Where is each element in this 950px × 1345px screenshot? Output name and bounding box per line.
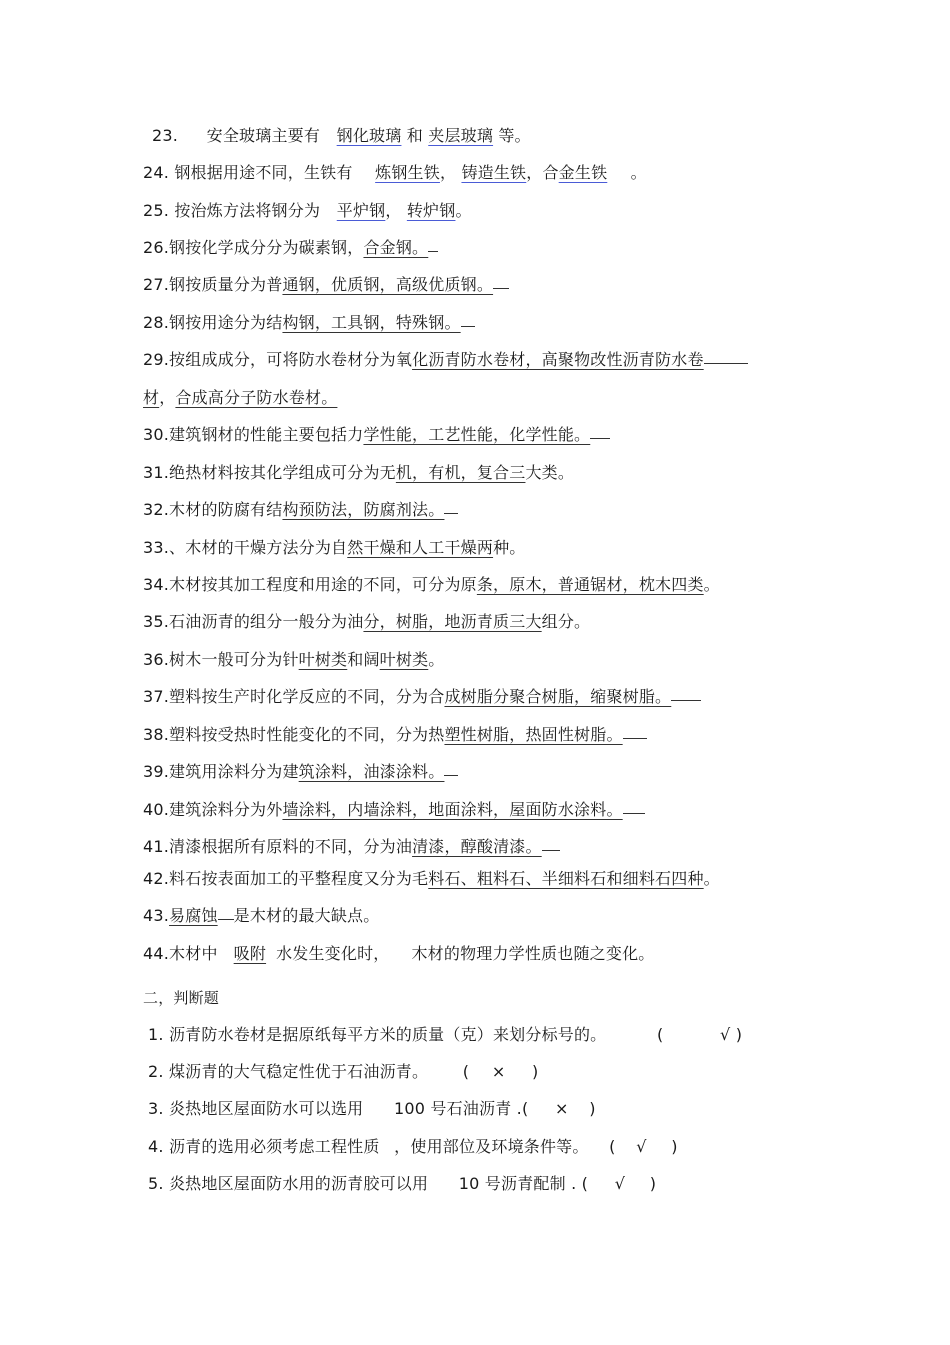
answer-blank: 合金钢。: [363, 238, 429, 257]
answer-mark: ×: [491, 1062, 506, 1081]
answer-blank: 构预防法，防腐剂法。: [282, 500, 445, 519]
answer-blank: 平炉钢: [336, 201, 386, 220]
question-23: [152, 121, 531, 151]
question-text: 木材按其加工程度和用途的不同，可分为原: [169, 575, 477, 594]
question-text: 、木材的干燥方法分为自: [169, 538, 348, 557]
question-30: [143, 420, 610, 450]
answer-blank: 吸附: [233, 944, 267, 963]
blank-line: [493, 270, 509, 289]
question-43: [143, 901, 379, 931]
question-text: 建筑用涂料分为建: [169, 762, 299, 781]
judgment-item-5: [148, 1169, 656, 1199]
question-number: 35.: [143, 612, 170, 631]
answer-blank: 条，原木，普通锯材，枕木四类: [476, 575, 704, 594]
question-text: 塑料按生产时化学反应的不同，分为合: [169, 687, 445, 706]
question-32: [143, 495, 458, 525]
question-31: [143, 458, 574, 488]
question-text: 。: [630, 163, 647, 182]
judgment-text: 沥青防水卷材是据原纸每平方米的质量（克）来划分标号的。: [168, 1025, 607, 1044]
answer-blank: 铸造生铁: [461, 163, 527, 182]
question-text: 。: [703, 575, 720, 594]
judgment-text: ，使用部位及环境条件等。: [394, 1137, 589, 1156]
blank-line: [704, 345, 748, 364]
bracket-open: (: [656, 1025, 664, 1044]
judgment-number: 3.: [148, 1099, 164, 1118]
question-number: 27.: [143, 275, 170, 294]
question-text: 建筑钢材的性能主要包括力: [169, 425, 364, 444]
question-35: [143, 607, 590, 637]
question-29-continued: [143, 383, 337, 413]
answer-blank: 料石、粗料石、半细料石和细料石四种: [428, 869, 704, 888]
answer-blank: 分，树脂，地沥青质三大: [363, 612, 542, 631]
question-text: 种。: [493, 538, 526, 557]
question-25: [143, 196, 472, 226]
question-44: [143, 939, 654, 969]
blank-line: [623, 795, 645, 814]
question-text: 安全玻璃主要有: [206, 126, 321, 145]
question-number: 30.: [143, 425, 170, 444]
judgment-item-4: [148, 1132, 678, 1162]
answer-blank: 成树脂分聚合树脂，缩聚树脂。: [444, 687, 672, 706]
question-24: [143, 158, 647, 188]
answer-blank: 筑涂料，油漆涂料。: [298, 762, 445, 781]
answer-blank: 通钢，优质钢，高级优质钢。: [282, 275, 494, 294]
judgment-text: 炎热地区屋面防水用的沥青胶可以用: [168, 1174, 429, 1193]
answer-mark: √: [614, 1174, 626, 1193]
blank-line: [590, 420, 610, 439]
question-37: [143, 682, 701, 712]
judgment-text: 100 号石油沥青 .(: [393, 1099, 529, 1118]
answer-blank: 机，有机，复合三: [395, 463, 526, 482]
question-text: 钢按用途分为结: [169, 313, 283, 332]
question-38: [143, 720, 647, 750]
judgment-text: 10 号沥青配制 . (: [458, 1174, 589, 1193]
answer-blank: 然干燥和人工干燥两: [347, 538, 494, 557]
answer-mark: √: [636, 1137, 647, 1156]
blank-line: [444, 757, 458, 776]
answer-blank: 化沥青防水卷材，高聚物改性沥青防水卷: [412, 350, 704, 369]
question-text: 建筑涂料分为外: [169, 800, 283, 819]
question-number: 23.: [152, 126, 179, 145]
question-number: 29.: [143, 350, 170, 369]
judgment-number: 5.: [148, 1174, 164, 1193]
question-number: 44.: [143, 944, 170, 963]
question-number: 26.: [143, 238, 170, 257]
judgment-item-1: [148, 1020, 742, 1050]
answer-blank: 叶树类: [379, 650, 429, 669]
question-42: [143, 864, 720, 894]
question-text: 清漆根据所有原料的不同，分为油: [169, 837, 413, 856]
blank-line: [461, 308, 475, 327]
blank-line: [671, 682, 701, 701]
judgment-text: 沥青的选用必须考虑工程性质: [168, 1137, 380, 1156]
question-number: 32.: [143, 500, 170, 519]
blank-line: [542, 832, 560, 851]
bracket-close: ): [649, 1174, 657, 1193]
question-text: 塑料按受热时性能变化的不同，分为热: [169, 725, 445, 744]
question-text: 钢按化学成分分为碳素钢，: [169, 238, 364, 257]
answer-blank: 墙涂料，内墙涂料，地面涂料，屋面防水涂料。: [282, 800, 623, 819]
question-text: 大类。: [525, 463, 575, 482]
question-number: 39.: [143, 762, 170, 781]
answer-blank: 易腐蚀: [169, 906, 218, 925]
answer-blank: 学性能，工艺性能，化学性能。: [363, 425, 591, 444]
question-text: 。: [428, 650, 445, 669]
separator: ，: [439, 163, 457, 182]
answer-blank: 构钢，工具钢，特殊钢。: [282, 313, 461, 332]
blank-line: [444, 495, 458, 514]
bracket-close: ): [671, 1137, 678, 1156]
question-number: 37.: [143, 687, 170, 706]
question-text: 合: [542, 163, 559, 182]
answer-blank: 叶树类: [298, 650, 348, 669]
question-number: 36.: [143, 650, 170, 669]
question-text: 和: [406, 126, 423, 145]
separator: ，: [385, 201, 402, 220]
judgment-number: 4.: [148, 1137, 164, 1156]
question-number: 40.: [143, 800, 170, 819]
answer-blank: 材: [143, 388, 160, 407]
bracket-open: (: [609, 1137, 616, 1156]
question-33: [143, 533, 525, 563]
question-text: 木材的物理力学性质也随之变化。: [411, 944, 655, 963]
question-text: 等。: [498, 126, 531, 145]
blank-line: [623, 720, 647, 739]
blank-line: [218, 901, 234, 920]
question-text: 料石按表面加工的平整程度又分为毛: [169, 869, 429, 888]
question-text: 钢根据用途不同，生铁有: [174, 163, 353, 182]
question-number: 24.: [143, 163, 170, 182]
question-text: 。: [703, 869, 720, 888]
question-28: [143, 308, 475, 338]
answer-blank: 塑性树脂，热固性树脂。: [444, 725, 623, 744]
question-41: [143, 832, 560, 862]
question-34: [143, 570, 720, 600]
question-number: 38.: [143, 725, 170, 744]
judgment-text: 炎热地区屋面防水可以选用: [168, 1099, 364, 1118]
separator: ，: [159, 388, 176, 407]
judgment-number: 1.: [148, 1025, 164, 1044]
question-40: [143, 795, 645, 825]
question-text: 钢按质量分为普: [169, 275, 283, 294]
question-27: [143, 270, 509, 300]
question-text: 水发生变化时，: [276, 944, 390, 963]
judgment-item-2: [148, 1057, 538, 1087]
question-number: 42.: [143, 869, 170, 888]
blank-line: [428, 233, 438, 252]
question-text: 和阔: [347, 650, 380, 669]
section-title: 二，判断题: [143, 989, 220, 1007]
question-text: 树木一般可分为针: [169, 650, 299, 669]
answer-blank: 转炉钢: [406, 201, 456, 220]
question-number: 28.: [143, 313, 170, 332]
answer-blank: 清漆，醇酸清漆。: [412, 837, 542, 856]
question-text: 木材的防腐有结: [169, 500, 283, 519]
bracket-open: (: [462, 1062, 470, 1081]
question-number: 33.: [143, 538, 170, 557]
answer-mark: √: [720, 1025, 731, 1044]
answer-blank: 炼钢生铁: [375, 163, 440, 182]
question-text: 是木材的最大缺点。: [233, 906, 380, 925]
question-number: 31.: [143, 463, 170, 482]
bracket-close: ): [735, 1025, 743, 1044]
separator: ，: [526, 163, 543, 182]
answer-blank: 合成高分子防水卷材。: [175, 388, 338, 407]
judgment-text: 煤沥青的大气稳定性优于石油沥青。: [168, 1062, 429, 1081]
question-36: [143, 645, 444, 675]
question-number: 43.: [143, 906, 170, 925]
question-number: 41.: [143, 837, 170, 856]
judgment-number: 2.: [148, 1062, 164, 1081]
question-number: 34.: [143, 575, 170, 594]
question-text: 绝热材料按其化学组成可分为无: [169, 463, 396, 482]
question-39: [143, 757, 458, 787]
answer-blank: 金生铁: [558, 163, 608, 182]
question-text: 石油沥青的组分一般分为油: [169, 612, 364, 631]
question-26: [143, 233, 438, 263]
bracket-close: ): [589, 1099, 596, 1118]
question-text: 按治炼方法将钢分为: [174, 201, 321, 220]
question-text: 按组成成分，可将防水卷材分为氧: [169, 350, 413, 369]
answer-blank: 钢化玻璃: [336, 126, 402, 145]
question-text: 木材中: [169, 944, 218, 963]
question-text: 组分。: [541, 612, 591, 631]
question-29: [143, 345, 748, 375]
question-text: 。: [455, 201, 472, 220]
answer-mark: ×: [555, 1099, 569, 1118]
bracket-close: ): [532, 1062, 539, 1081]
judgment-item-3: [148, 1094, 596, 1124]
question-number: 25.: [143, 201, 170, 220]
answer-blank: 夹层玻璃: [428, 126, 494, 145]
